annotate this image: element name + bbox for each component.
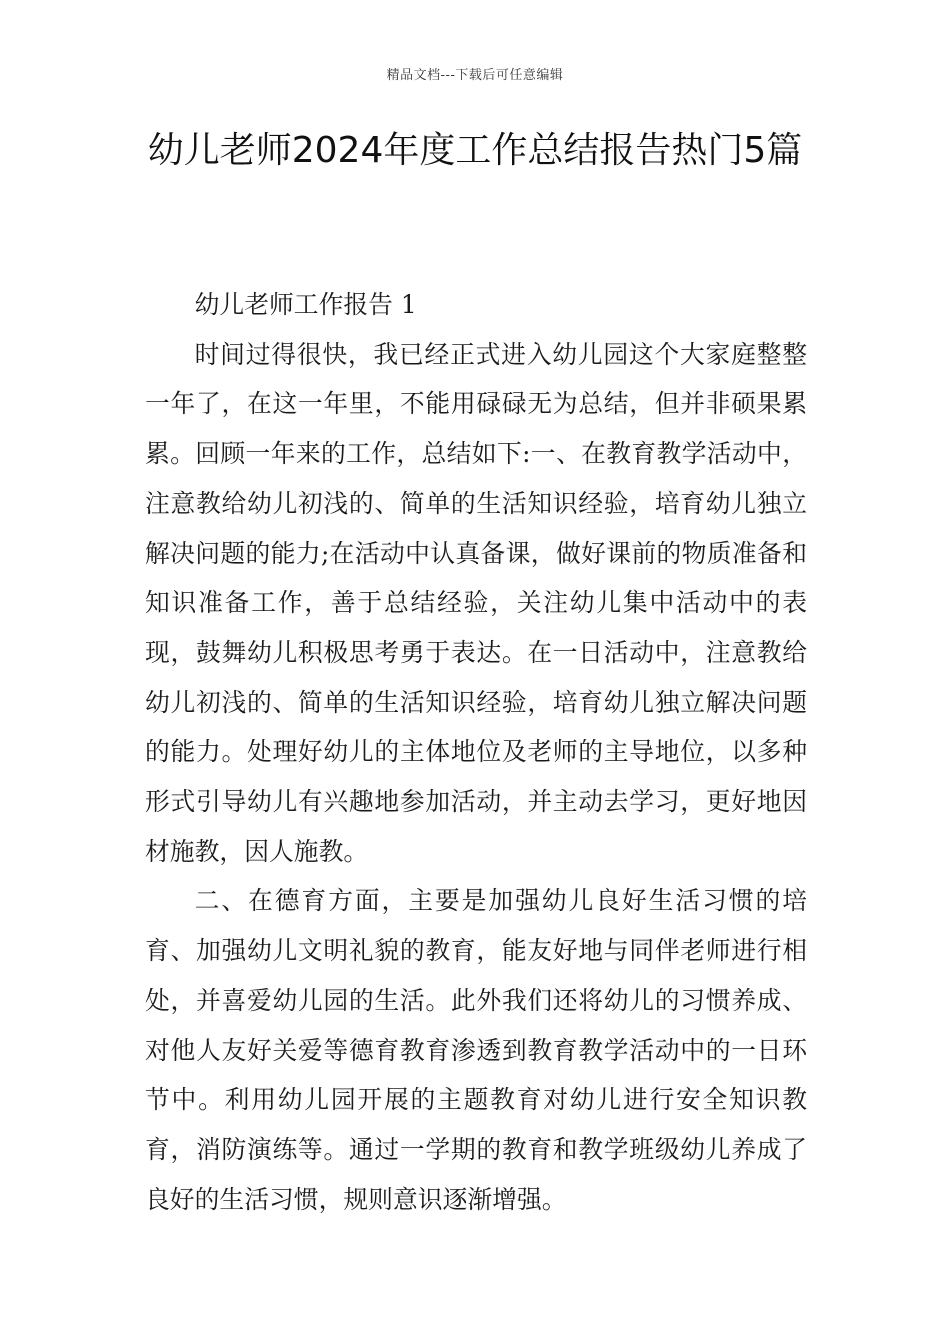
header-note: 精品文档---下载后可任意编辑 bbox=[386, 68, 564, 83]
section-subtitle: 幼儿老师工作报告 1 bbox=[194, 290, 417, 319]
document-title: 幼儿老师2024年度工作总结报告热门5篇 bbox=[147, 130, 803, 171]
document-body bbox=[145, 280, 807, 1224]
paragraph-1: 时间过得很快，我已经正式进入幼儿园这个大家庭整整一年了，在这一年里，不能用碌碌无为总结，但并非硕果累累。回顾一年来的工作，总结如下:一、在教育教学活动中，注意教给幼儿初浅的、简单的生活知识经验，培育幼儿独立解决问题的能力;在活动中认真备课，做好课前的物质准备和知识准备工作，善于总结经验，关注幼儿集中活动中的表现，鼓舞幼儿积极思考勇于表达。在一日活动中，注意教给幼儿初浅的、简单的生活知识经验，培育幼儿独立解决问题的能力。处理好幼儿的主体地位及老师的主导地位，以多种形式引导幼儿有兴趣地参加活动，并主动去学习，更好地因材施教，因人施教。 bbox=[145, 339, 807, 866]
paragraph-2: 二、在德育方面，主要是加强幼儿良好生活习惯的培育、加强幼儿文明礼貌的教育，能友好地与同伴老师进行相处，并喜爱幼儿园的生活。此外我们还将幼儿的习惯养成、对他人友好关爱等德育教育渗透到教育教学活动中的一日环节中。利用幼儿园开展的主题教育对幼儿进行安全知识教育，消防演练等。通过一学期的教育和教学班级幼儿养成了良好的生活习惯，规则意识逐渐增强。 bbox=[145, 886, 807, 1214]
